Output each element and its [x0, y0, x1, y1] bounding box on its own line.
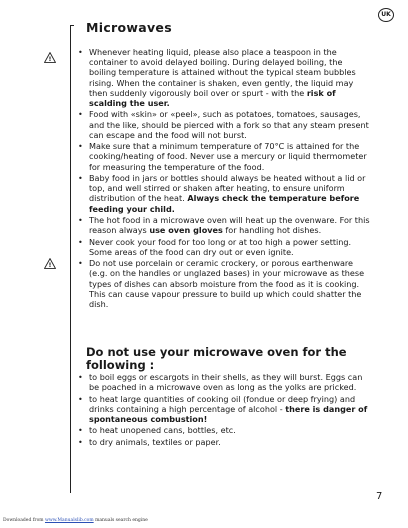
language-badge: UK: [378, 8, 394, 22]
manualslib-link[interactable]: www.Manualslib.com: [44, 518, 94, 523]
bullet: •: [78, 393, 83, 404]
svg-text:!: !: [48, 55, 52, 63]
list-item: • Never cook your food for too long or at too high a power setting. Some areas of the food can dry out or even ignite.: [78, 236, 352, 257]
list-item: • Baby food in jars or bottles should always be heated without a lid or top, and well stirred or shaken after heating, to ensure uniform distribution of the heat. Always check the temperature before feeding your child.: [78, 173, 366, 214]
page-number: 7: [376, 491, 383, 502]
list-item: • Do not use porcelain or ceramic crockery, or porous earthenware (e.g. on the handles or unglazed bases) in your microwave as these types of dishes can absorb moisture from the food as it is cooking. This can cause vapour pressure to build up which could shatter the dish.: [78, 258, 365, 309]
bullet: •: [78, 173, 83, 183]
bullet: •: [78, 141, 83, 152]
list-item: • Food with «skin» or «peel», such as potatoes, tomatoes, sausages, and the like, should be pierced with a fork so that any steam present can escape and the food will not burst.: [78, 109, 369, 140]
list-item: • to boil eggs or escargots in their shells, as they will burst. Eggs can be poached in a microwave oven as long as the yolks are pricked.: [78, 372, 363, 393]
do-not-use-list: [76, 372, 372, 448]
bullet: •: [78, 425, 83, 436]
bullet: •: [78, 47, 83, 57]
bullet: •: [78, 258, 83, 269]
list-item: • The hot food in a microwave oven will heat up the ovenware. For this reason always use oven gloves for handling hot dishes.: [78, 215, 370, 236]
bullet: •: [78, 372, 83, 382]
list-item: • Whenever heating liquid, please also place a teaspoon in the container to avoid delayed boiling. During delayed boiling, the boiling temperature is attained without the typical steam bubbles rising. When the container is shaken, even gently, the liquid may then suddenly vigorously boil over or spurt - with the risk of scalding the user.: [78, 47, 356, 109]
bullet: •: [78, 436, 83, 447]
list-item: • to heat unopened cans, bottles, etc.: [78, 425, 236, 436]
bullet: •: [78, 215, 83, 225]
bullet: •: [78, 236, 83, 247]
warning-icon: [44, 258, 56, 269]
microwave-safety-list: [76, 47, 372, 310]
section-title: Microwaves: [86, 20, 172, 35]
download-footer: Downloaded from www.Manualslib.com manuals search engine: [3, 518, 148, 523]
warning-icon: [44, 52, 56, 63]
svg-text:!: !: [48, 261, 52, 269]
margin-rule: [70, 25, 71, 493]
section-heading: Do not use your microwave oven for the following :: [86, 345, 347, 372]
list-item: • to dry animals, textiles or paper.: [78, 436, 221, 447]
list-item: • Make sure that a minimum temperature of 70°C is attained for the cooking/heating of food. Never use a mercury or liquid thermometer for measuring the temperature of the food.: [78, 141, 367, 172]
bullet: •: [78, 109, 83, 120]
list-item: • to heat large quantities of cooking oil (fondue or deep frying) and drinks containing a high percentage of alcohol - there is danger of spontaneous combustion!: [78, 393, 368, 424]
